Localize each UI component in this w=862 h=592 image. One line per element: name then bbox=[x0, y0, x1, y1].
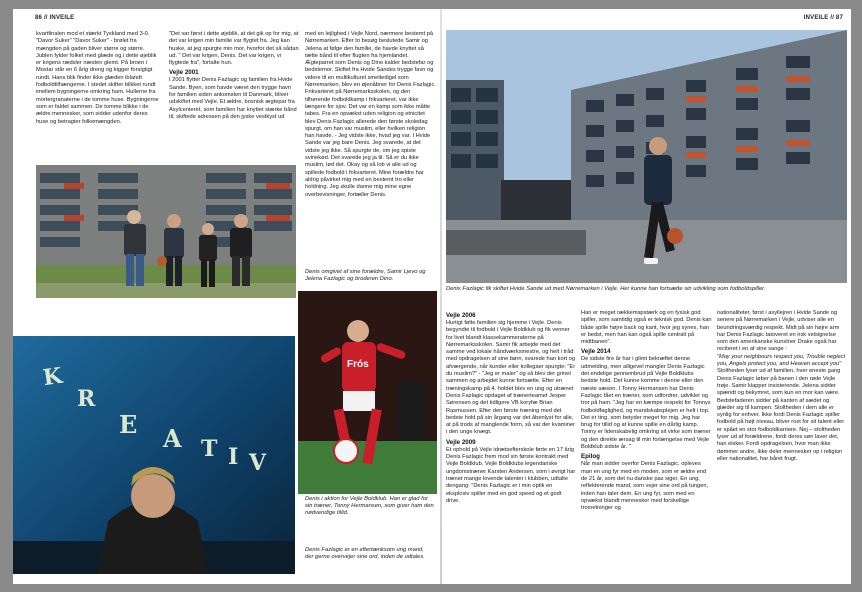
left-column-1 bbox=[36, 31, 160, 171]
right-column-3-text-a: nationaliteter, først i asyllejren i Hvide Sande og senere på Nørremarken i Vejle, udviser alle en beundringsværdig respekt. Midt på sin højre arm har Denis Fazlagic tatoveret en irsk velsignelse som den amerikanske kunstner Drake også har reciteret i en af sine sange : bbox=[717, 310, 840, 353]
right-column-1-text-a: Hurtigt følte familien sig hjemme i Vejle. Denis begyndte til fodbold i Vejle Boldklub og fik venner for livet blandt klassekammeraterne på Nørremarksskolen. Samir fik arbejde med det samme ved lokale håndværksmestre, og helt i tråd med opdragelsen af sine børn, svarede han kort og afværgende, når kunder eller kollegaer spurgte: "Er du muslim?" - "Jeg er maler" og så blev der grinet sammen og arbejdet kunne fortsætte. Efter en træningskamp på 4. holdet blev en ung og utrænet Denis Fazlagic opdaget af trænerteamet Jesper Sørensen og det tidligere VB koryfæ Brian Rasmussen. Efter den første træning med det bedste hold på sin årgang var det åbenlyst for alle, at på trods af manglende form, så var der kvaminer i den unge knægt. bbox=[446, 320, 576, 436]
left-column-3 bbox=[305, 31, 436, 281]
jersey-sponsor-text: Frós bbox=[347, 359, 369, 370]
left-column-2 bbox=[169, 31, 299, 171]
right-column-2-heading-2: Epilog bbox=[581, 453, 600, 461]
left-column-1-text: kvartfinalen mod et stærkt Tyskland med 3-0. "Davor Suker" "Davor Suker" - brølet fra mængden på gaden bliver større og større. Jublen fylder folket med glæde og i dette øjeblik er krigens rædsler næsten glemt. På broen i Mostar står en 6 årig dreng og kigger forsigtigt rundt. Hans blik finder ikke glæden iblandt fodboldtilhængerne. I stedet skifter blikket rundt imellem bygningerne omkring ham. Hullerne fra mortergranaterne i de tomme huse. Bygningerne som er faldet sammen. De tomme blikke i de ældre mennesker, som sidder udenfor deres huse og betragter folkemængden. bbox=[36, 31, 159, 125]
football-action-photo bbox=[298, 291, 437, 494]
right-column-1 bbox=[446, 310, 576, 580]
right-column-2-text-b: De sidste fire år har i glimt bekræftet denne udmelding, men alligevel mangler Denis Fazlagic det endelige gennembrud på Vejle Boldklubs bedste hold. Det kunne komme i denne eller den næste sæson. I Tonny Hermansen har Denis Fazlagic fået en træner, som udfordrer, udvikler og tror på ham. "Jeg har en kæmpe respekt for Tonnys fodboldfaglighed, og mandskabsplejen er helt i top. Det er ting, som betyder meget for mig. Jeg har brug for tillid og at kunne spille en dårlig kamp. Tonny er lidenskabelig omkring sit virke som træner og den direkte ærsag til min forlængelse med Vejle Boldklub sidste år. " bbox=[581, 356, 711, 451]
caption-portrait: Denis Fazlagic er en eftertænksom ung mand, der gerne overvejer sine ord, inden de udtales. bbox=[305, 547, 425, 561]
right-column-3-quote: "May your neighbours respect you, Trouble neglect you, Angels protect you, and Heaven accept you" bbox=[717, 353, 846, 368]
apartment-building-photo bbox=[446, 30, 847, 283]
left-column-3-text: med en lejlighed i Vejle Nord, nærmere bestemt på Nørremarken. Efter to besøg beslutede Samir og Jelena at følge den familie, de havde knyttet så tætte bånd til efter flugten fra hjemlandet. Ægteparret som Denis og Dino kalder bedstefar og bedstemor. Skiftet fra Hvide Sandes trygge favn og videre til en multikulturel smeltedigel som Nørremarken, blev en øjenåbner for Denis Fazlagic. Frikvarteret på Nørremarksskolen, og den tilhørende fodboldkamp i frikvarteret, var ikke længere for sjov. Det var en kamp som ikke måtte tabes. Fra en opvækst uden religion og etnicitet blev Denis Fazlagic allerede den første skoledag spurgt, om han var muslim, eller hvilken religion han havde. - Jeg vidste ikke, hvad jeg var. I Hvide Sande var jeg bare Denis. Jeg svarede, at det vidste jeg ikke. Så spurgte de, om jeg spiste svinekød. Det svarede jeg ja til. Så er du ikke muslim, lød det. Okay og så lob vi alle ud og spillede fodbold i frikvarteret. Mine forældre har aldrig påvirket mig med en bestemt tro eller holdning. Jeg skulle danne mig mine egne overbevisninger, fortæller Denis. bbox=[305, 31, 436, 198]
right-column-1-heading-2: Vejle 2009 bbox=[446, 438, 476, 446]
page-number-right: INVEILE // 87 bbox=[803, 15, 843, 21]
right-column-3-text-b: Stoltheden lyser ud af familien, hver eneste gang Denis Fazlagic løber på banen i den røde Vejle trøje. Samir klapper insisterende. Jelena sidder spændt og bekymret, som kun en mor kan være. Bedstefaderen sidder på kanten af sædet og glæder sig til kampen. Stoltheden i dem alle er synlig for enhver. Ikke fordi Denis Fazlagic spiller fodbold på højt niveau, bliver rost for sit talent eller er spået en stor fodboldkarriere. Nej – stoltheden lyser ud af forældrene, fordi deres søn laver det, han elsker. Fordi opdragelsen, hvor man ikke dømmer andre, ikke deler mennesker op i religion eller nationalitet, har båret frugt. bbox=[717, 368, 845, 462]
right-column-3 bbox=[717, 310, 847, 580]
kreativ-letters bbox=[13, 336, 295, 574]
right-column-2-text-c: Når man sidder overfor Denis Fazlagic, opleves man en ung fyr med en moden, som er ældre end de 21 år, som det nu danske pas siger. En ung, reflekterende mand, som vejer sine ord på tungen, inden han taler dem. En ung fyr, som med en opvækst blandt mennesker med forskellige trosretninger og bbox=[581, 461, 709, 512]
kreativ-letter-v: V bbox=[249, 450, 267, 476]
kreativ-letter-k: K bbox=[41, 362, 64, 392]
family-photo bbox=[36, 165, 296, 298]
right-column-2-text-a: Han er meget rækkemspstærk og en fysisk god spiller, som samtidig også er teknisk god. Denis kan både spille højre back og kant, hvor jeg synes, han er bedst, men han kan også spille centralt på midtbanen". bbox=[581, 310, 712, 346]
kreativ-letter-t: T bbox=[201, 436, 218, 462]
right-column-2 bbox=[581, 310, 712, 580]
kreativ-letter-a: A bbox=[163, 424, 182, 453]
kreativ-letter-e: E bbox=[119, 410, 138, 439]
magazine-spread bbox=[13, 9, 851, 584]
caption-action-photo: Denis i aktion for Vejle Boldklub. Han er glad for sin træner, Tonny Hermansen, som giver ham den nødvendige tillid. bbox=[305, 496, 434, 517]
caption-family-photo: Denis omgivet af sine forældre, Samir Ljevo og Jelena Fazlagic og broderen Dino. bbox=[305, 269, 426, 283]
spine-gutter bbox=[440, 9, 442, 584]
left-column-2-heading: Vejle 2001 bbox=[169, 69, 199, 77]
right-column-1-heading-1: Vejle 2006 bbox=[446, 312, 476, 319]
left-column-2-text-a: "Det var først i dette øjeblik, at det gik op for mig, at det var krigen min familie var flygtet fra. Jeg kan huske, at jeg spurgte min mor, hvorfor det så sådan ud. " Det var krigen, Denis. Det var krigen, vi flygtede fra", fortalte hun. bbox=[169, 31, 299, 67]
caption-apartment-photo: Denis Fazlagic fik skiftet Hvide Sande ud med Nørremarken i Vejle. Her kunne han fortsætte sin udvikling som fodboldspiller. bbox=[446, 286, 766, 292]
kreativ-letter-i: I bbox=[228, 444, 239, 470]
kreativ-letter-r: R bbox=[77, 386, 96, 412]
page-number-left: 86 // INVEILE bbox=[35, 15, 75, 21]
right-column-2-heading-1: Vejle 2014 bbox=[581, 348, 611, 356]
left-column-2-text-b: I 2001 flytter Denis Fazlagic og familien fra Hvide Sande. Byen, som havde været den trygge havn for familien siden ankomsten til Danmark, bliver udskiftet med Vejle. Et ældre, bosnisk ægtepar fra Asylcenteret, som familien har knyttet stærke bånd til, skiftede adressen på den jyske vestkyst ud bbox=[169, 77, 297, 120]
right-column-1-text-b: Et ophold på Vejle idrætsefterskole førte en 17 årig Denis Fazlagic frem mod sin første kontrakt med Vejle Boldklub. Vejle Boldklubs legendariske ungdomstræner Karsten Andersen, som i øvrigt har trænet mange lovende talenter i klubben, udtalte dengang: "Denis Fazlagic er i min optik en eksplosiv spiller med en god speed og et godt drive. bbox=[446, 446, 576, 504]
